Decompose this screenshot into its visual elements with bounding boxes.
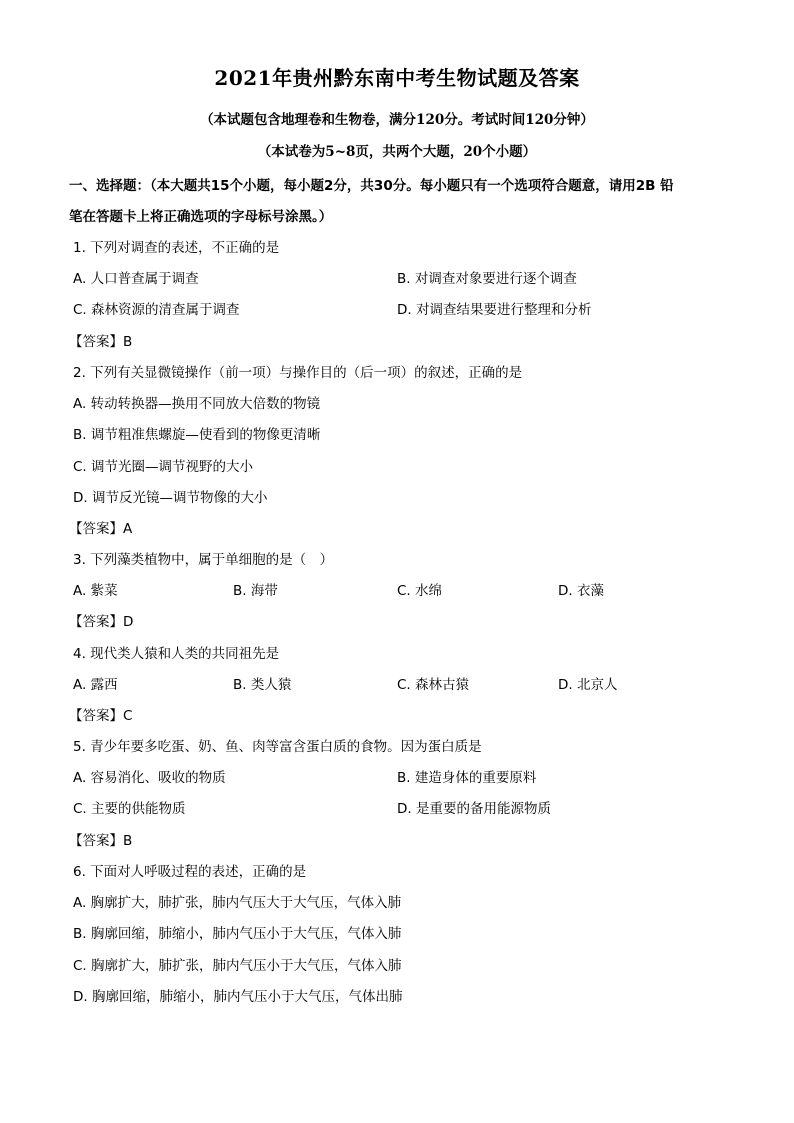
question-2-option-a: A. 转动转换器—换用不同放大倍数的物镜	[73, 396, 321, 412]
question-3-option-a: A. 紫菜	[73, 583, 118, 599]
question-1-option-c: C. 森林资源的清查属于调查	[73, 302, 240, 318]
question-4-option-c: C. 森林古猿	[397, 677, 470, 693]
section-heading: 一、选择题：（本大题共15个小题，每小题2分，共30分。每小题只有一个选项符合题意，请用2B 铅	[69, 178, 674, 194]
question-3-stem: 3. 下列藻类植物中，属于单细胞的是（ ）	[73, 552, 334, 568]
question-4-option-b: B. 类人猿	[233, 677, 292, 693]
question-1-option-b: B. 对调查对象要进行逐个调查	[397, 271, 577, 287]
question-2-answer: 【答案】A	[69, 521, 133, 537]
question-1-option-d: D. 对调查结果要进行整理和分析	[397, 302, 592, 318]
document-title: 2021年贵州黔东南中考生物试题及答案	[214, 66, 580, 90]
question-2-option-d: D. 调节反光镜—调节物像的大小	[73, 490, 268, 506]
question-3-option-d: D. 衣藻	[558, 583, 604, 599]
question-3-option-b: B. 海带	[233, 583, 278, 599]
question-6-stem: 6. 下面对人呼吸过程的表述，正确的是	[73, 864, 307, 880]
question-5-option-d: D. 是重要的备用能源物质	[397, 801, 551, 817]
question-4-option-a: A. 露西	[73, 677, 118, 693]
question-5-stem: 5. 青少年要多吃蛋、奶、鱼、肉等富含蛋白质的食物。因为蛋白质是	[73, 739, 482, 755]
question-6-option-d: D. 胸廓回缩，肺缩小，肺内气压小于大气压，气体出肺	[73, 989, 403, 1005]
question-3-answer: 【答案】D	[69, 614, 134, 630]
question-5-answer: 【答案】B	[69, 833, 133, 849]
subtitle-scores: （本试题包含地理卷和生物卷，满分120分。考试时间120分钟）	[200, 112, 594, 128]
question-4-option-d: D. 北京人	[558, 677, 618, 693]
question-4-answer: 【答案】C	[69, 708, 133, 724]
question-2-option-c: C. 调节光圈—调节视野的大小	[73, 459, 254, 475]
question-6-option-b: B. 胸廓回缩，肺缩小，肺内气压小于大气压，气体入肺	[73, 926, 402, 942]
question-6-option-a: A. 胸廓扩大，肺扩张，肺内气压大于大气压，气体入肺	[73, 895, 402, 911]
section-heading-cont: 笔在答题卡上将正确选项的字母标号涂黑。）	[69, 209, 333, 225]
question-5-option-c: C. 主要的供能物质	[73, 801, 186, 817]
question-1-answer: 【答案】B	[69, 334, 133, 350]
question-6-option-c: C. 胸廓扩大，肺扩张，肺内气压小于大气压，气体入肺	[73, 958, 402, 974]
question-1-option-a: A. 人口普查属于调查	[73, 271, 199, 287]
question-3-option-c: C. 水绵	[397, 583, 443, 599]
question-1-stem: 1. 下列对调查的表述，不正确的是	[73, 240, 280, 256]
question-5-option-b: B. 建造身体的重要原料	[397, 770, 537, 786]
question-5-option-a: A. 容易消化、吸收的物质	[73, 770, 226, 786]
question-2-option-b: B. 调节粗准焦螺旋—使看到的物像更清晰	[73, 427, 321, 443]
question-4-stem: 4. 现代类人猿和人类的共同祖先是	[73, 646, 280, 662]
question-2-stem: 2. 下列有关显微镜操作（前一项）与操作目的（后一项）的叙述，正确的是	[73, 365, 523, 381]
subtitle-pages: （本试卷为5~8页，共两个大题，20个小题）	[257, 144, 537, 160]
